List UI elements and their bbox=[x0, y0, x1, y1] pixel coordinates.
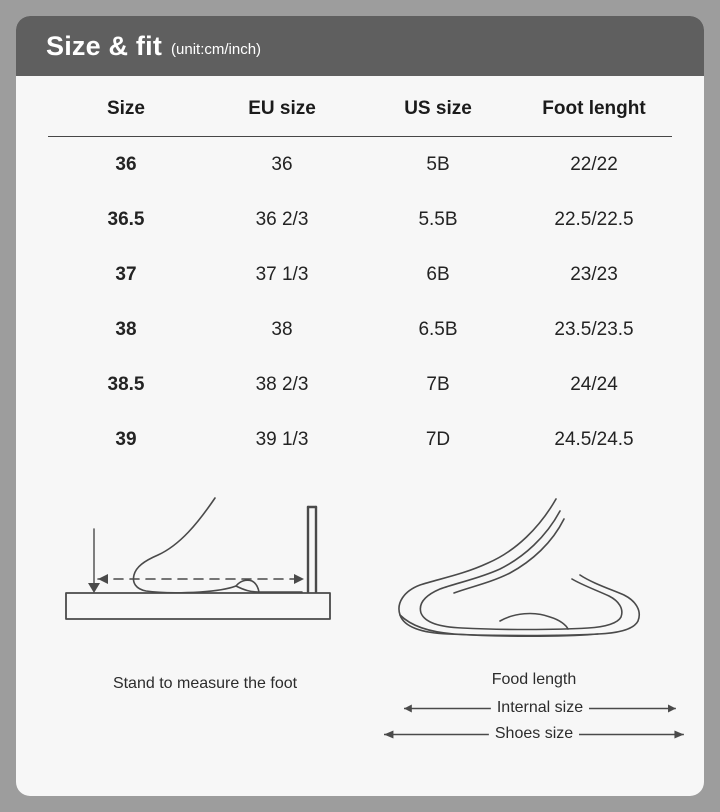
internal-size-label: Internal size bbox=[496, 699, 584, 716]
table-row bbox=[48, 302, 672, 357]
cell-us-size: 5.5B bbox=[418, 209, 458, 230]
left-diagram-caption: Stand to measure the foot bbox=[112, 675, 298, 692]
table-head bbox=[48, 76, 672, 137]
arrow-left-icon bbox=[384, 730, 489, 739]
unit-note: (unit:cm/inch) bbox=[171, 40, 262, 58]
cell-eu-size: 38 bbox=[271, 319, 293, 340]
cell-foot-length: 22.5/22.5 bbox=[554, 209, 634, 230]
table-row bbox=[48, 137, 672, 193]
size-table-wrapper bbox=[16, 76, 704, 467]
shoes-size-label: Shoes size bbox=[494, 725, 574, 742]
table-body bbox=[48, 137, 672, 468]
cell-size: 38 bbox=[115, 319, 137, 340]
arrow-right-icon bbox=[589, 704, 676, 713]
table-header-row bbox=[48, 76, 672, 137]
cell-foot-length: 24/24 bbox=[570, 374, 618, 395]
cell-eu-size: 38 2/3 bbox=[255, 374, 309, 395]
internal-size-measure bbox=[404, 699, 676, 717]
cell-eu-size: 36 bbox=[271, 154, 293, 175]
cell-eu-size: 36 2/3 bbox=[255, 209, 309, 230]
cell-size: 38.5 bbox=[107, 374, 145, 395]
size-fit-card bbox=[16, 16, 704, 796]
right-diagram-caption: Food length bbox=[491, 671, 577, 688]
cell-us-size: 6B bbox=[426, 264, 450, 285]
cell-size: 39 bbox=[115, 429, 137, 450]
cell-us-size: 7D bbox=[425, 429, 451, 450]
foot-in-shoe-diagram bbox=[384, 493, 684, 670]
cell-us-size: 7B bbox=[426, 374, 450, 395]
table-row bbox=[48, 357, 672, 412]
column-header-foot-length: Foot lenght bbox=[516, 76, 672, 137]
cell-foot-length: 22/22 bbox=[570, 154, 618, 175]
column-header-size: Size bbox=[48, 76, 204, 137]
foot-on-board-illustration bbox=[40, 493, 370, 668]
shoes-size-measure bbox=[384, 725, 684, 743]
cell-size: 36.5 bbox=[107, 209, 145, 230]
table-row bbox=[48, 247, 672, 302]
arrow-right-icon bbox=[579, 730, 684, 739]
table-row bbox=[48, 192, 672, 247]
cell-us-size: 5B bbox=[426, 154, 450, 175]
cell-foot-length: 23/23 bbox=[570, 264, 618, 285]
arrow-left-icon bbox=[404, 704, 491, 713]
cell-eu-size: 37 1/3 bbox=[255, 264, 309, 285]
measurement-diagrams bbox=[16, 493, 704, 743]
cell-size: 37 bbox=[115, 264, 137, 285]
cell-foot-length: 23.5/23.5 bbox=[554, 319, 634, 340]
page-title: Size & fit bbox=[46, 30, 163, 61]
table-row bbox=[48, 412, 672, 467]
cell-size: 36 bbox=[115, 154, 137, 175]
cell-us-size: 6.5B bbox=[418, 319, 458, 340]
cell-eu-size: 39 1/3 bbox=[255, 429, 309, 450]
card-header bbox=[16, 16, 704, 76]
column-header-eu-size: EU size bbox=[204, 76, 360, 137]
foot-on-board-diagram bbox=[40, 493, 370, 673]
size-chart-table bbox=[48, 76, 672, 467]
cell-foot-length: 24.5/24.5 bbox=[554, 429, 634, 450]
column-header-us-size: US size bbox=[360, 76, 516, 137]
foot-in-shoe-illustration bbox=[384, 493, 684, 665]
